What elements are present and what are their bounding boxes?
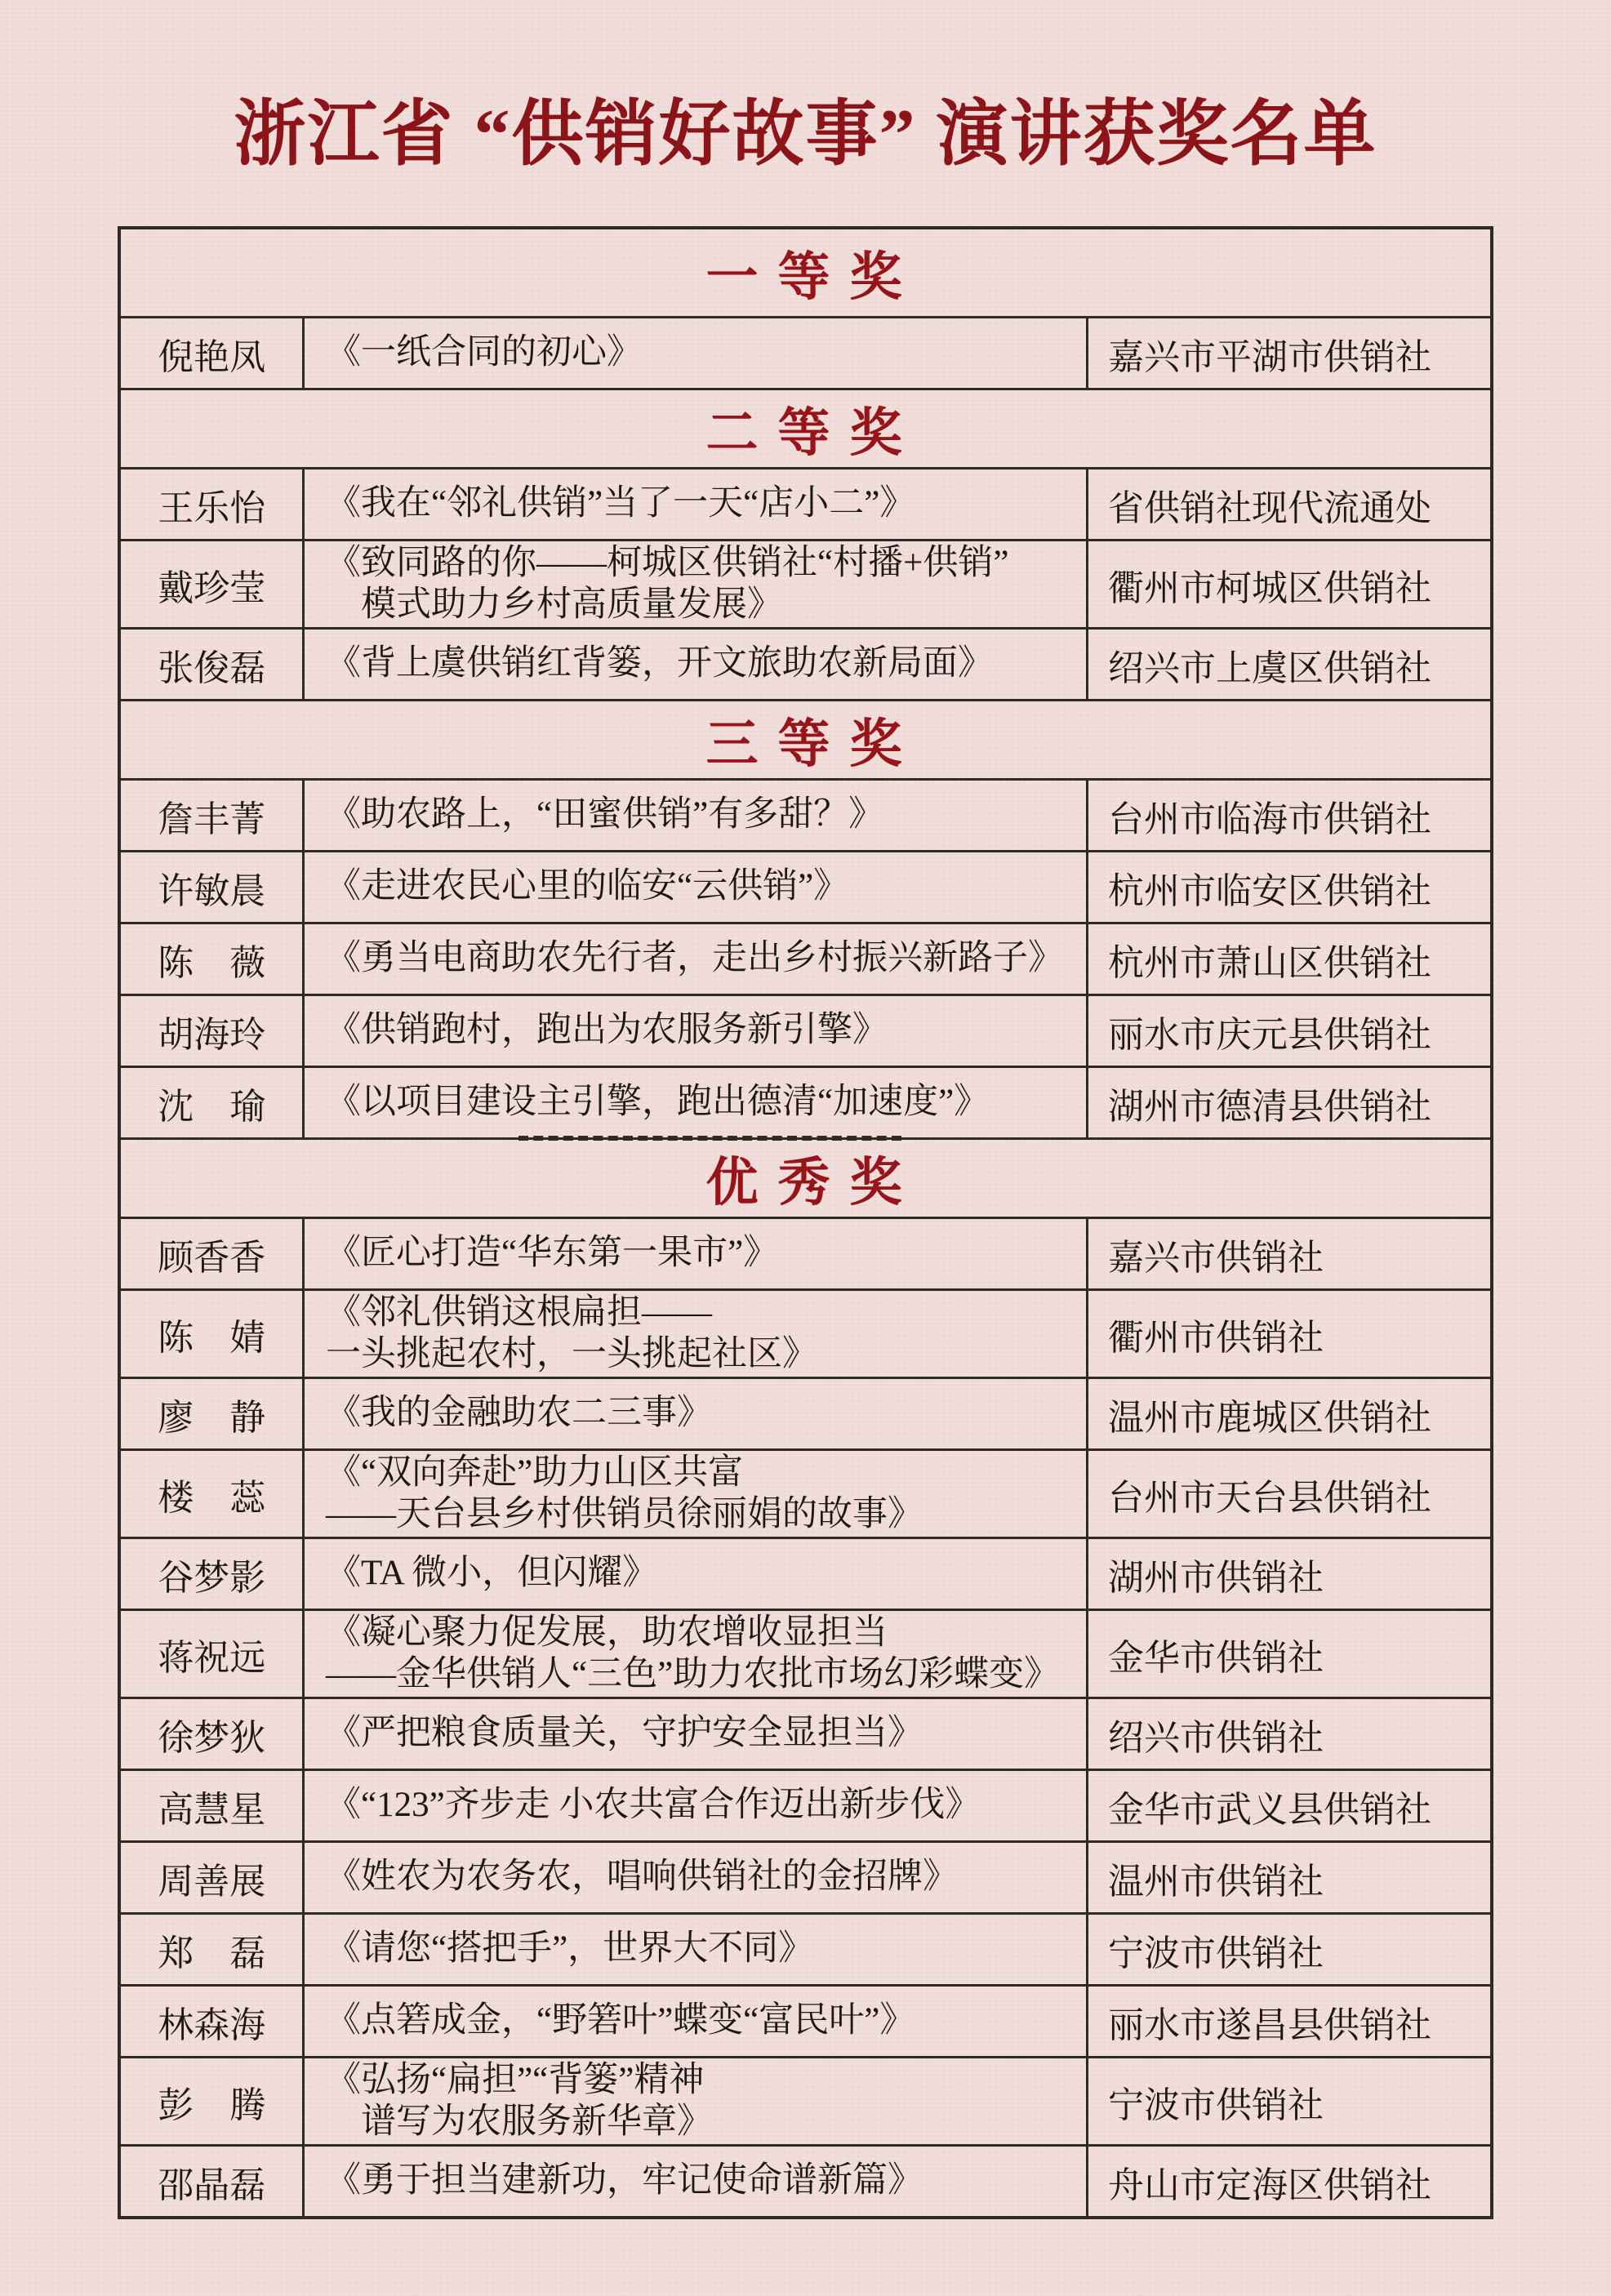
winner-name-cell: 沈 瑜: [119, 1067, 303, 1139]
winner-name-cell: 楼 蕊: [119, 1450, 303, 1538]
story-title-cell: [303, 629, 1087, 701]
winner-name-cell: 顾香香: [119, 1218, 303, 1290]
organization-cell: 湖州市供销社: [1087, 1538, 1491, 1610]
winner-row: [119, 995, 1491, 1067]
winner-name-cell: 高慧星: [119, 1770, 303, 1842]
story-title-line: 模式助力乡村高质量发展》: [325, 585, 782, 624]
organization-cell: 杭州市萧山区供销社: [1087, 923, 1491, 995]
winner-row: [119, 1450, 1491, 1538]
story-title-cell: [303, 1290, 1087, 1378]
story-title-cell: [303, 923, 1087, 995]
story-title-cell: [303, 2058, 1087, 2146]
story-title-cell: [303, 318, 1087, 389]
winner-row: [119, 469, 1491, 541]
story-title-line: 《邻礼供销这根扁担——: [325, 1293, 712, 1333]
story-title-line: 《以项目建设主引擎，跑出德清“加速度”》: [325, 1083, 990, 1122]
section-header-row: [119, 701, 1491, 780]
winner-row: [119, 1218, 1491, 1290]
story-title-line: 《走进农民心里的临安“云供销”》: [325, 867, 849, 906]
section-label: [119, 701, 1491, 780]
story-title-cell: [303, 1770, 1087, 1842]
story-title-cell: [303, 469, 1087, 541]
story-title-line: 《匠心打造“华东第一果市”》: [325, 1234, 779, 1273]
story-title-line: 《弘扬“扁担”“背篓”精神: [325, 2061, 705, 2100]
winner-name-cell: 彭 腾: [119, 2058, 303, 2146]
winner-name-cell: 詹丰菁: [119, 780, 303, 852]
organization-cell: 嘉兴市供销社: [1087, 1218, 1491, 1290]
organization-cell: 衢州市柯城区供销社: [1087, 541, 1491, 629]
winner-row: [119, 1610, 1491, 1698]
organization-cell: 衢州市供销社: [1087, 1290, 1491, 1378]
organization-cell: 金华市供销社: [1087, 1610, 1491, 1698]
organization-cell: 温州市鹿城区供销社: [1087, 1378, 1491, 1450]
story-title-cell: [303, 1218, 1087, 1290]
organization-cell: 丽水市庆元县供销社: [1087, 995, 1491, 1067]
organization-cell: 金华市武义县供销社: [1087, 1770, 1491, 1842]
winner-row: [119, 1290, 1491, 1378]
organization-cell: 杭州市临安区供销社: [1087, 852, 1491, 923]
story-title-line: 《致同路的你——柯城区供销社“村播+供销”: [325, 544, 1009, 583]
story-title-cell: [303, 1986, 1087, 2058]
winner-name-cell: 王乐怡: [119, 469, 303, 541]
section-header-row: [119, 228, 1491, 318]
section-header-row: [119, 389, 1491, 469]
winner-row: [119, 629, 1491, 701]
story-title-line: 《TA 微小，但闪耀》: [325, 1554, 658, 1593]
winner-name-cell: 倪艳凤: [119, 318, 303, 389]
story-title-cell: [303, 1610, 1087, 1698]
story-title-line: 《勇当电商助农先行者，走出乡村振兴新路子》: [325, 939, 1063, 978]
story-title-line: 《“123”齐步走 小农共富合作迈出新步伐》: [325, 1786, 981, 1825]
organization-cell: 宁波市供销社: [1087, 2058, 1491, 2146]
story-title-cell: [303, 780, 1087, 852]
section-label-text: 二 等 奖: [705, 404, 906, 463]
story-title-cell: [303, 1842, 1087, 1914]
story-title-line: 《勇于担当建新功，牢记使命谱新篇》: [325, 2161, 923, 2200]
winner-name-cell: 徐梦狄: [119, 1698, 303, 1770]
organization-cell: 温州市供销社: [1087, 1842, 1491, 1914]
organization-cell: 舟山市定海区供销社: [1087, 2146, 1491, 2218]
winner-row: [119, 2146, 1491, 2218]
winner-name-cell: 廖 静: [119, 1378, 303, 1450]
winner-row: [119, 2058, 1491, 2146]
story-title-cell: [303, 1450, 1087, 1538]
story-title-cell: [303, 1378, 1087, 1450]
winner-row: [119, 1914, 1491, 1986]
organization-cell: 嘉兴市平湖市供销社: [1087, 318, 1491, 389]
organization-cell: 省供销社现代流通处: [1087, 469, 1491, 541]
organization-cell: 湖州市德清县供销社: [1087, 1067, 1491, 1139]
story-title-cell: [303, 1698, 1087, 1770]
winner-name-cell: 张俊磊: [119, 629, 303, 701]
awards-table: [118, 226, 1493, 2219]
story-title-cell: [303, 995, 1087, 1067]
story-title-line: 一头挑起农村，一头挑起社区》: [325, 1334, 817, 1373]
section-label: [119, 389, 1491, 469]
story-title-cell: [303, 1538, 1087, 1610]
story-title-line: 谱写为农服务新华章》: [325, 2102, 712, 2141]
winner-row: [119, 541, 1491, 629]
winner-row: [119, 1698, 1491, 1770]
section-label-text: 一 等 奖: [705, 248, 906, 307]
story-title-cell: [303, 541, 1087, 629]
awards-table-body: [119, 228, 1491, 2218]
winner-name-cell: 戴珍莹: [119, 541, 303, 629]
section-header-row: [119, 1139, 1491, 1218]
story-title-cell: [303, 2146, 1087, 2218]
story-title-line: 《助农路上，“田蜜供销”有多甜？》: [325, 795, 884, 834]
story-title-line: 《一纸合同的初心》: [325, 333, 642, 372]
story-title-line: ——金华供销人“三色”助力农批市场幻彩蝶变》: [325, 1654, 1060, 1693]
story-title-line: 《请您“搭把手”，世界大不同》: [325, 1929, 814, 1969]
page-title: 浙江省 “供销好故事” 演讲获奖名单: [234, 96, 1377, 175]
section-label: [119, 228, 1491, 318]
organization-cell: 宁波市供销社: [1087, 1914, 1491, 1986]
dashed-line-artifact: [518, 1136, 901, 1141]
story-title-line: 《凝心聚力促发展，助农增收显担当: [325, 1613, 888, 1653]
organization-cell: 台州市临海市供销社: [1087, 780, 1491, 852]
winner-name-cell: 许敏晨: [119, 852, 303, 923]
section-label-text: 优 秀 奖: [705, 1154, 906, 1213]
story-title-line: 《严把粮食质量关，守护安全显担当》: [325, 1714, 923, 1753]
story-title-line: 《点箬成金，“野箬叶”蝶变“富民叶”》: [325, 2001, 915, 2040]
story-title-cell: [303, 1067, 1087, 1139]
winner-name-cell: 林森海: [119, 1986, 303, 2058]
winner-row: [119, 318, 1491, 389]
winner-row: [119, 1538, 1491, 1610]
organization-cell: 绍兴市供销社: [1087, 1698, 1491, 1770]
story-title-line: 《“双向奔赴”助力山区共富: [325, 1453, 744, 1493]
winner-name-cell: 邵晶磊: [119, 2146, 303, 2218]
story-title-line: 《姓农为农务农，唱响供销社的金招牌》: [325, 1858, 958, 1897]
story-title-line: 《我的金融助农二三事》: [325, 1394, 712, 1433]
story-title-line: 《我在“邻礼供销”当了一天“店小二”》: [325, 484, 915, 523]
section-label: [119, 1139, 1491, 1218]
winner-row: [119, 780, 1491, 852]
story-title-line: ——天台县乡村供销员徐丽娟的故事》: [325, 1494, 923, 1533]
section-label-text: 三 等 奖: [705, 715, 906, 774]
organization-cell: 丽水市遂昌县供销社: [1087, 1986, 1491, 2058]
winner-name-cell: 陈 婧: [119, 1290, 303, 1378]
story-title-line: 《供销跑村，跑出为农服务新引擎》: [325, 1011, 888, 1050]
winner-row: [119, 923, 1491, 995]
winner-row: [119, 1770, 1491, 1842]
winner-name-cell: 陈 薇: [119, 923, 303, 995]
organization-cell: 台州市天台县供销社: [1087, 1450, 1491, 1538]
winner-row: [119, 1067, 1491, 1139]
story-title-line: 《背上虞供销红背篓，开文旅助农新局面》: [325, 644, 993, 683]
winner-row: [119, 1378, 1491, 1450]
winner-name-cell: 周善展: [119, 1842, 303, 1914]
winner-row: [119, 1842, 1491, 1914]
organization-cell: 绍兴市上虞区供销社: [1087, 629, 1491, 701]
story-title-cell: [303, 1914, 1087, 1986]
winner-name-cell: 郑 磊: [119, 1914, 303, 1986]
winner-row: [119, 1986, 1491, 2058]
winner-name-cell: 谷梦影: [119, 1538, 303, 1610]
winner-name-cell: 蒋祝远: [119, 1610, 303, 1698]
story-title-cell: [303, 852, 1087, 923]
winner-row: [119, 852, 1491, 923]
winner-name-cell: 胡海玲: [119, 995, 303, 1067]
